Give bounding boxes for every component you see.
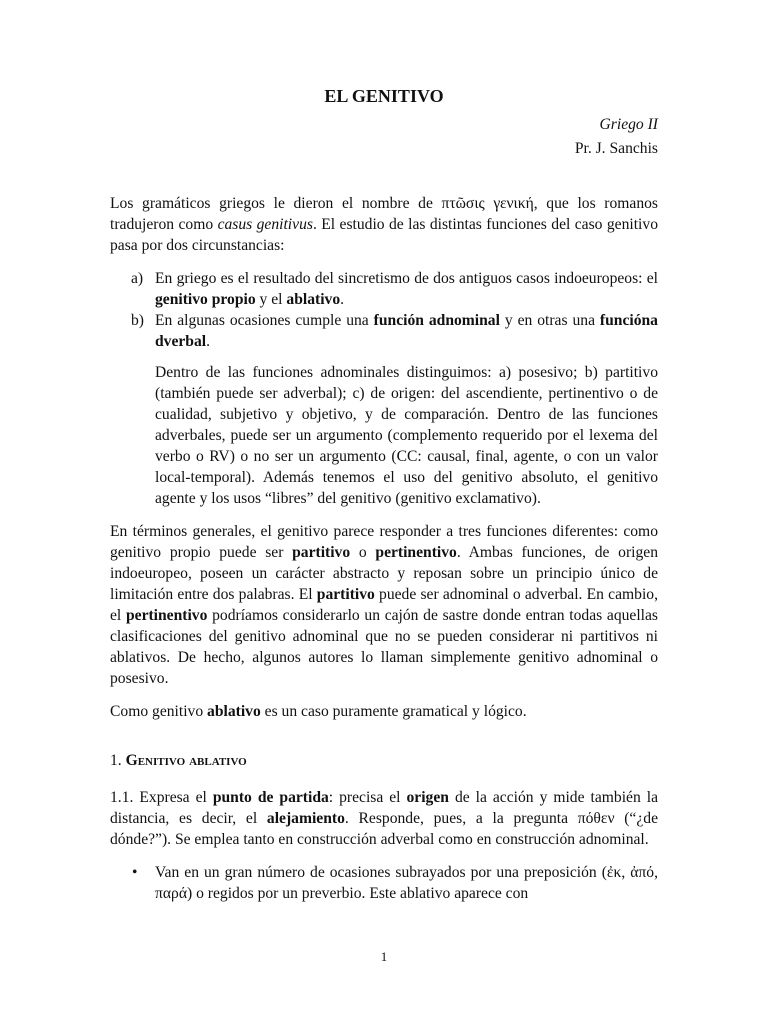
section-number: 1.	[110, 752, 126, 769]
bold-term: origen	[406, 789, 449, 806]
section-paragraph	[110, 787, 658, 850]
text-run: .	[206, 333, 211, 350]
text-run: : precisa el	[328, 789, 407, 806]
bold-term: funcióna dverbal	[155, 312, 658, 350]
text-run: ) o regidos por un preverbio. Este ablativo aparece con	[187, 885, 529, 902]
author-name: Pr. J. Sanchis	[574, 140, 658, 157]
bold-term: genitivo propio	[155, 291, 256, 308]
course-name: Griego II	[599, 116, 658, 133]
text-run: . Responde, pues, a la pregunta	[344, 810, 578, 827]
text-run: En términos generales, el genitivo parece responder a tres funciones diferentes: como genitivo propio puede ser	[110, 523, 658, 561]
page-number: 1	[380, 949, 388, 964]
bold-term: partitivo	[292, 544, 351, 561]
circumstances-list	[110, 268, 658, 352]
text-run: de la acción y mide también la distancia, es decir, el	[110, 789, 658, 827]
text-run: es un caso puramente gramatical y lógico.	[260, 703, 527, 720]
text-run: (“¿de dónde?”). Se emplea tanto en construcción adverbal como en construcción adnominal.	[110, 810, 658, 848]
text-run: . El estudio de las distintas funciones del caso genitivo pasa por dos circunstancias:	[110, 216, 658, 254]
section-title: Genitivo ablativo	[125, 752, 247, 769]
bold-term: alejamiento	[266, 810, 345, 827]
bold-term: punto de partida	[212, 789, 329, 806]
bullet-icon: •	[132, 864, 138, 881]
section-heading	[110, 750, 658, 771]
document-title: EL GENITIVO	[324, 86, 444, 106]
text-run: En griego es el resultado del sincretismo de dos antiguos casos indoeuropeos: el	[155, 270, 658, 287]
text-run: Los gramáticos griegos le dieron el nombre de	[110, 195, 442, 212]
bullet-list	[110, 862, 658, 904]
bold-term: pertinentivo	[125, 607, 208, 624]
bullet-item	[110, 862, 658, 904]
inner-paragraph: Dentro de las funciones adnominales distinguimos: a) posesivo; b) partitivo (también puede ser adverbal); c) de origen: del ascendiente, pertinentivo o de cualidad, subjetivo y objetivo, y de comparación. Dentro de las funciones adverbales, puede ser un argumento (complemento requerido por el lexema del verbo o RV) o no ser un argumento (CC: causal, final, agente, o con un valor local-temporal). Además tenemos el uso del genitivo absoluto, el genitivo agente y los usos “libres” del genitivo (genitivo exclamativo).	[155, 364, 658, 507]
intro-paragraph	[110, 193, 658, 256]
text-run: En algunas ocasiones cumple una	[155, 312, 374, 329]
document-body	[110, 84, 658, 904]
text-run: o	[350, 544, 376, 561]
text-run: puede ser adnominal o adverbal. En cambio, el	[110, 586, 658, 624]
greek-term: πόθεν	[577, 810, 615, 827]
bold-term: función adnominal	[373, 312, 500, 329]
text-run: .	[340, 291, 345, 308]
list-marker: a)	[131, 270, 144, 287]
text-run: podríamos considerarlo un cajón de sastre donde entran todas aquellas clasificaciones del genitivo adnominal que no se pueden considerar ni partitivos ni ablativos. De hecho, algunos autores lo llaman simplemente genitivo adnominal o posesivo.	[110, 607, 658, 687]
list-marker: b)	[131, 312, 144, 329]
text-run: Como genitivo	[110, 703, 208, 720]
bold-term: ablativo	[286, 291, 341, 308]
latin-term: casus genitivus	[217, 216, 313, 233]
bold-term: partitivo	[316, 586, 375, 603]
list-item	[110, 268, 658, 310]
list-item	[110, 310, 658, 352]
ablative-paragraph	[110, 701, 658, 722]
text-run: y en otras una	[499, 312, 600, 329]
text-run: y el	[255, 291, 287, 308]
greek-term: πτῶσις γενική	[441, 195, 534, 212]
text-run: . Ambas funciones, de origen indoeuropeo, poseen un carácter abstracto y reposan sobre un principio único de limitación entre dos palabras. El	[110, 544, 658, 603]
text-run: Van en un gran número de ocasiones subrayados por una preposición (	[155, 864, 607, 881]
functions-paragraph	[110, 521, 658, 689]
bold-term: pertinentivo	[375, 544, 457, 561]
text-run: , que los romanos tradujeron como	[110, 195, 658, 233]
bold-term: ablativo	[207, 703, 261, 720]
text-run: 1.1. Expresa el	[110, 789, 213, 806]
greek-term: ἐκ, ἀπό, παρά	[155, 864, 658, 902]
